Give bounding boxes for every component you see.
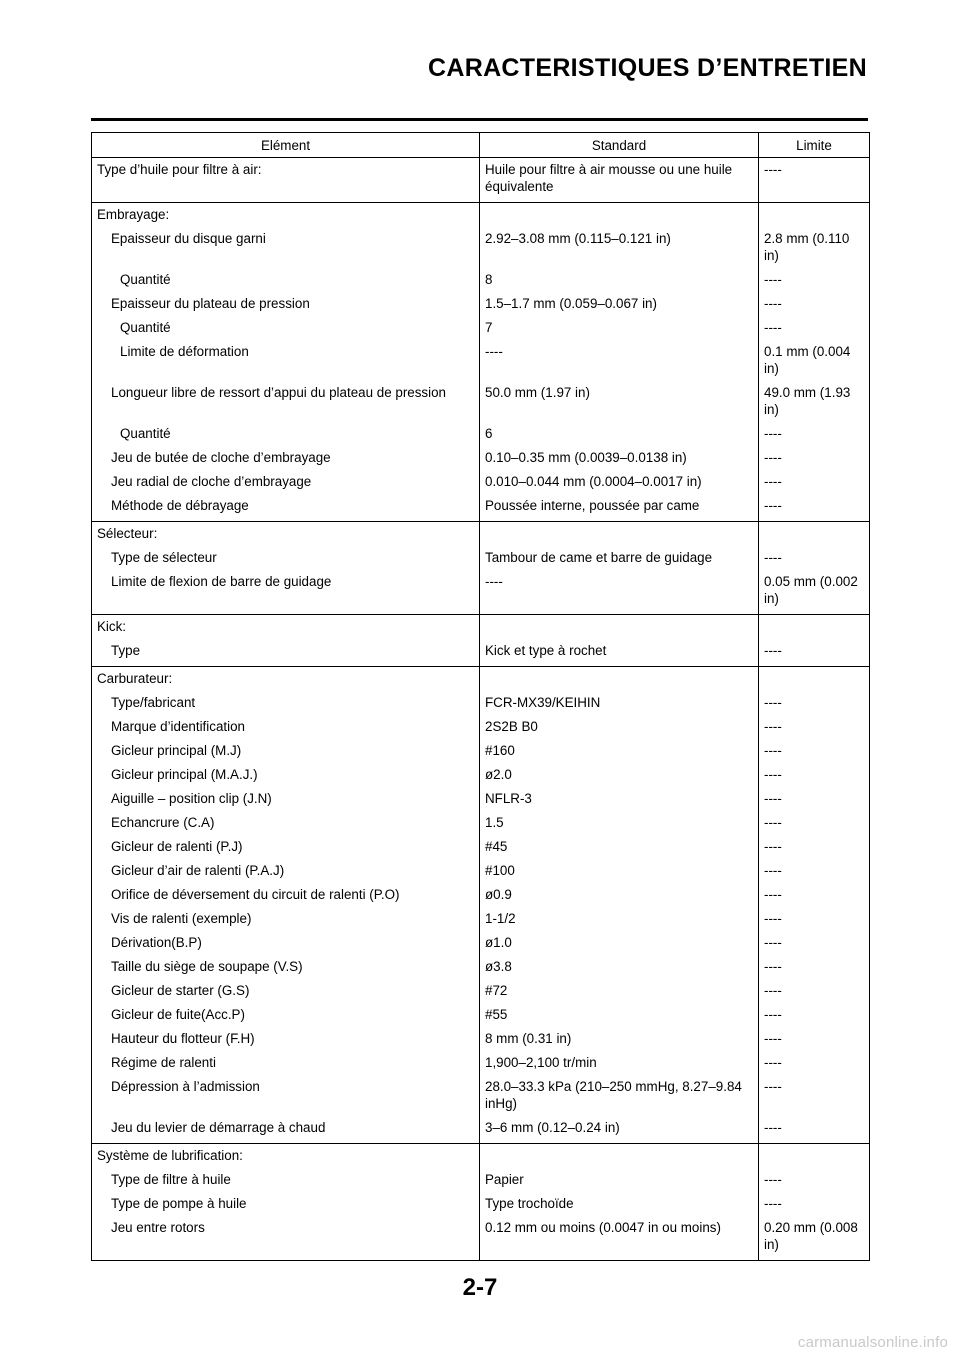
cell-element: Marque d’identification [92,718,480,742]
watermark: carmanualsonline.info [797,1334,948,1351]
cell-limit [759,522,870,550]
cell-standard: 1.5–1.7 mm (0.059–0.067 in) [480,295,759,319]
cell-limit: ---- [759,838,870,862]
spec-group [92,158,870,203]
cell-element: Embrayage: [92,203,480,231]
cell-element: Quantité [92,425,480,449]
table-row [92,742,870,766]
cell-limit: ---- [759,862,870,886]
table-row [92,766,870,790]
cell-limit [759,667,870,695]
cell-element: Limite de flexion de barre de guidage [92,573,480,615]
table-row [92,203,870,231]
table-row [92,1195,870,1219]
cell-element: Jeu entre rotors [92,1219,480,1261]
cell-limit: ---- [759,295,870,319]
cell-element: Quantité [92,271,480,295]
spec-group [92,667,870,1144]
cell-limit [759,203,870,231]
table-row [92,1144,870,1172]
table-row [92,497,870,522]
cell-element: Type de filtre à huile [92,1171,480,1195]
cell-standard: NFLR-3 [480,790,759,814]
cell-limit: ---- [759,1119,870,1144]
cell-limit: ---- [759,1078,870,1119]
table-row [92,1078,870,1119]
cell-element: Dépression à l’admission [92,1078,480,1119]
cell-standard: 1,900–2,100 tr/min [480,1054,759,1078]
table-row [92,384,870,425]
cell-limit: ---- [759,319,870,343]
cell-element: Aiguille – position clip (J.N) [92,790,480,814]
cell-element: Gicleur principal (M.A.J.) [92,766,480,790]
title-rule [91,118,868,121]
table-row [92,790,870,814]
cell-standard: Huile pour filtre à air mousse ou une huile équivalente [480,158,759,203]
cell-element: Hauteur du flotteur (F.H) [92,1030,480,1054]
table-row [92,158,870,203]
spec-group [92,1144,870,1261]
cell-element: Carburateur: [92,667,480,695]
table-row [92,549,870,573]
cell-standard: ø3.8 [480,958,759,982]
cell-standard: 8 [480,271,759,295]
table-row [92,1030,870,1054]
cell-standard [480,667,759,695]
table-row [92,982,870,1006]
cell-element: Taille du siège de soupape (V.S) [92,958,480,982]
table-row [92,838,870,862]
table-row [92,886,870,910]
page-number: 2-7 [462,1274,498,1301]
cell-limit: 49.0 mm (1.93 in) [759,384,870,425]
cell-element: Type [92,642,480,667]
cell-standard: #72 [480,982,759,1006]
cell-standard: ø2.0 [480,766,759,790]
table-row [92,271,870,295]
cell-element: Quantité [92,319,480,343]
cell-element: Type/fabricant [92,694,480,718]
table-row [92,449,870,473]
table-row [92,230,870,271]
table-row [92,1119,870,1144]
cell-limit: ---- [759,934,870,958]
cell-element: Régime de ralenti [92,1054,480,1078]
cell-limit: ---- [759,790,870,814]
cell-limit: ---- [759,766,870,790]
cell-standard: ø1.0 [480,934,759,958]
cell-standard [480,615,759,643]
cell-limit: 0.1 mm (0.004 in) [759,343,870,384]
table-row [92,319,870,343]
cell-element: Epaisseur du plateau de pression [92,295,480,319]
cell-standard: 28.0–33.3 kPa (210–250 mmHg, 8.27–9.84 inHg) [480,1078,759,1119]
table-row [92,958,870,982]
cell-element: Gicleur d’air de ralenti (P.A.J) [92,862,480,886]
page-title: CARACTERISTIQUES D’ENTRETIEN [428,54,867,82]
cell-limit: 2.8 mm (0.110 in) [759,230,870,271]
cell-limit: ---- [759,958,870,982]
cell-standard: #100 [480,862,759,886]
table-row [92,473,870,497]
cell-element: Dérivation(B.P) [92,934,480,958]
cell-limit: ---- [759,982,870,1006]
spec-group [92,522,870,615]
cell-element: Type de sélecteur [92,549,480,573]
cell-standard: #160 [480,742,759,766]
cell-element: Gicleur de ralenti (P.J) [92,838,480,862]
table-row [92,295,870,319]
table-row [92,667,870,695]
cell-limit: ---- [759,742,870,766]
cell-standard: Tambour de came et barre de guidage [480,549,759,573]
cell-element: Jeu radial de cloche d’embrayage [92,473,480,497]
cell-limit: ---- [759,910,870,934]
cell-standard: 7 [480,319,759,343]
cell-standard: Papier [480,1171,759,1195]
table-row [92,814,870,838]
cell-standard: Kick et type à rochet [480,642,759,667]
cell-standard: 2S2B B0 [480,718,759,742]
cell-standard: 1.5 [480,814,759,838]
cell-limit: ---- [759,1030,870,1054]
table-row [92,573,870,615]
cell-limit: ---- [759,814,870,838]
cell-element: Kick: [92,615,480,643]
cell-standard: 0.12 mm ou moins (0.0047 in ou moins) [480,1219,759,1261]
spec-group [92,203,870,522]
cell-element: Orifice de déversement du circuit de ralenti (P.O) [92,886,480,910]
table-row [92,910,870,934]
cell-element: Gicleur de starter (G.S) [92,982,480,1006]
table-row [92,642,870,667]
table-row [92,1219,870,1261]
cell-element: Gicleur principal (M.J) [92,742,480,766]
cell-element: Echancrure (C.A) [92,814,480,838]
cell-element: Système de lubrification: [92,1144,480,1172]
column-header-limit: Limite [759,133,870,158]
cell-element: Type de pompe à huile [92,1195,480,1219]
cell-element: Jeu du levier de démarrage à chaud [92,1119,480,1144]
table-row [92,1054,870,1078]
cell-standard: 3–6 mm (0.12–0.24 in) [480,1119,759,1144]
cell-standard: ---- [480,573,759,615]
cell-standard: Type trochoïde [480,1195,759,1219]
cell-limit [759,1144,870,1172]
table-row [92,1006,870,1030]
cell-element: Epaisseur du disque garni [92,230,480,271]
table-row [92,934,870,958]
table-row [92,1171,870,1195]
cell-element: Longueur libre de ressort d’appui du plateau de pression [92,384,480,425]
cell-standard [480,1144,759,1172]
cell-standard: 0.010–0.044 mm (0.0004–0.0017 in) [480,473,759,497]
cell-limit: ---- [759,271,870,295]
cell-element: Type d’huile pour filtre à air: [92,158,480,203]
column-header-element: Elément [92,133,480,158]
cell-limit: 0.20 mm (0.008 in) [759,1219,870,1261]
cell-standard: 8 mm (0.31 in) [480,1030,759,1054]
cell-standard: 1-1/2 [480,910,759,934]
cell-element: Jeu de butée de cloche d’embrayage [92,449,480,473]
table-header-row [92,133,870,158]
cell-standard: ø0.9 [480,886,759,910]
spec-group [92,615,870,667]
table-row [92,615,870,643]
cell-element: Limite de déformation [92,343,480,384]
cell-limit: ---- [759,158,870,203]
cell-standard: 0.10–0.35 mm (0.0039–0.0138 in) [480,449,759,473]
cell-standard: 6 [480,425,759,449]
cell-limit: ---- [759,425,870,449]
table-row [92,425,870,449]
cell-standard: #55 [480,1006,759,1030]
cell-standard: Poussée interne, poussée par came [480,497,759,522]
table-row [92,694,870,718]
table-row [92,343,870,384]
cell-limit [759,615,870,643]
cell-element: Gicleur de fuite(Acc.P) [92,1006,480,1030]
cell-limit: ---- [759,642,870,667]
table-row [92,718,870,742]
cell-standard: ---- [480,343,759,384]
cell-standard: 2.92–3.08 mm (0.115–0.121 in) [480,230,759,271]
cell-limit: ---- [759,1006,870,1030]
cell-limit: ---- [759,718,870,742]
cell-standard: 50.0 mm (1.97 in) [480,384,759,425]
cell-limit: 0.05 mm (0.002 in) [759,573,870,615]
maintenance-spec-table [91,132,870,1261]
cell-standard: #45 [480,838,759,862]
table-row [92,862,870,886]
cell-element: Vis de ralenti (exemple) [92,910,480,934]
column-header-standard: Standard [480,133,759,158]
cell-standard: FCR-MX39/KEIHIN [480,694,759,718]
cell-limit: ---- [759,497,870,522]
cell-standard [480,522,759,550]
table-row [92,522,870,550]
cell-standard [480,203,759,231]
cell-element: Méthode de débrayage [92,497,480,522]
cell-limit: ---- [759,886,870,910]
cell-element: Sélecteur: [92,522,480,550]
cell-limit: ---- [759,549,870,573]
cell-limit: ---- [759,694,870,718]
cell-limit: ---- [759,1054,870,1078]
cell-limit: ---- [759,1171,870,1195]
cell-limit: ---- [759,449,870,473]
cell-limit: ---- [759,473,870,497]
cell-limit: ---- [759,1195,870,1219]
